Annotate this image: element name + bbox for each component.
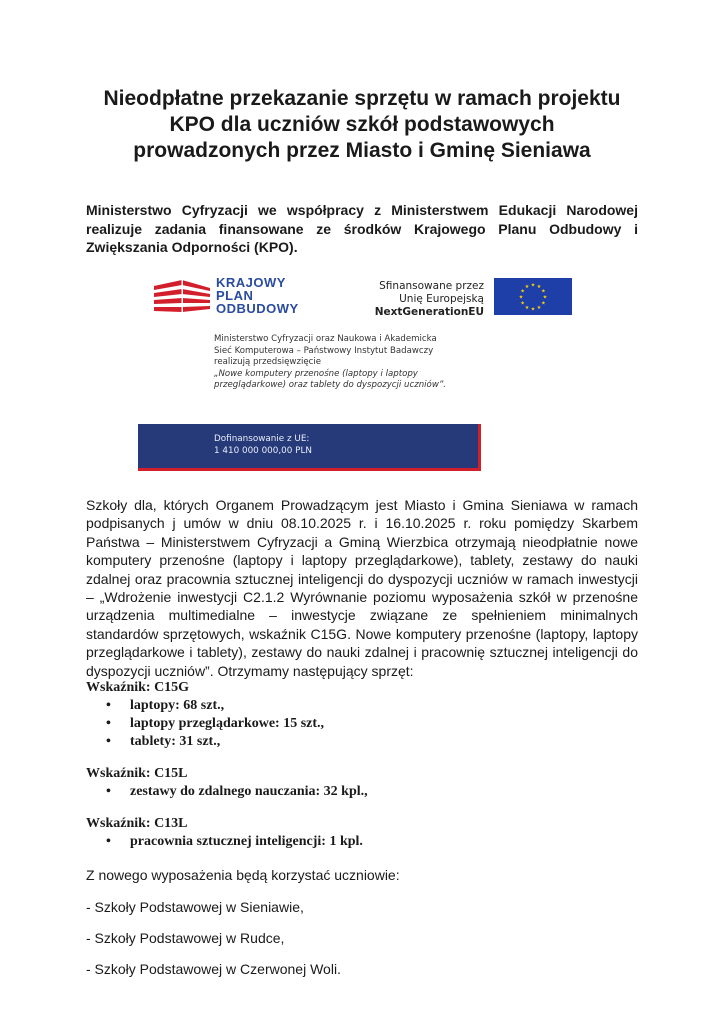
eu-star-icon: ★ <box>524 285 530 291</box>
body-paragraph: Szkoły dla, których Organem Prowadzącym jest Miasto i Gmina Sieniawa w ramach podpisanych j umów w dniu 08.10.2025 r. i 16.10.2025 r. roku pomiędzy Skarbem Państwa – Ministerstwem Cyfryzacji a Gminą Wierzbica otrzymają nieodpłatnie nowe komputery przenośne (laptopy i laptopy przeglądarkowe), tablety, zestawy do nauki zdalnej oraz pracownia sztucznej inteligencji do dyspozycji uczniów w ramach inwestycji – „Wdrożenie inwestycji C2.1.2 Wyrównanie poziomu wyposażenia szkół w przenośne urządzenia multimedialne – inwestycje związane ze spełnieniem minimalnych standardów sprzętowych, wskaźnik C15G. Nowe komputery przenośne (laptopy, laptopy przeglądarkowe i tablety), zestawy do nauki zdalnej i pracownię sztucznej inteligencji do dyspozycji uczniów”. Otrzymamy następujący sprzęt: <box>86 497 638 679</box>
eu-star-icon: ★ <box>536 305 542 311</box>
eu-star-icon: ★ <box>541 289 546 295</box>
school-item: - Szkoły Podstawowej w Rudce, <box>86 930 285 946</box>
eu-star-icon: ★ <box>524 305 530 311</box>
title-line: KPO dla uczniów szkół podstawowych <box>169 113 555 136</box>
list-item: • zestawy do zdalnego nauczania: 32 kpl., <box>106 784 368 799</box>
indicator-heading: Wskaźnik: C13L <box>86 816 188 831</box>
list-item: • pracownia sztucznej inteligencji: 1 kpl. <box>106 834 363 849</box>
eu-flag-icon <box>494 278 572 315</box>
title-line: prowadzonych przez Miasto i Gminę Sieniawa <box>133 139 591 162</box>
school-item: - Szkoły Podstawowej w Czerwonej Woli. <box>86 961 341 977</box>
beneficiaries-intro: Z nowego wyposażenia będą korzystać uczniowie: <box>86 867 400 883</box>
eu-funding-text: Sfinansowane przez Unię Europejską NextGenerationEU <box>374 280 484 318</box>
indicator-section <box>86 815 363 851</box>
ministry-statement: Ministerstwo Cyfryzacji oraz Naukowa i Akademicka Sieć Komputerowa – Państwowy Instytut Badawczy realizują przedsięwzięcie „Nowe komputery przenośne (laptopy i laptopy przeglądarkowe) oraz tablety do dyspozycji uczniów”. <box>214 334 447 390</box>
eu-star-icon: ★ <box>536 285 542 291</box>
indicator-section <box>86 679 324 751</box>
funding-logos-banner <box>138 272 580 472</box>
page-title <box>60 86 664 164</box>
indicator-heading: Wskaźnik: C15G <box>86 680 190 695</box>
intro-paragraph: Ministerstwo Cyfryzacji we współpracy z Ministerstwem Edukacji Narodowej realizuje zadania finansowane ze środków Krajowego Planu Odbudowy i Zwiększania Odporności (KPO). <box>86 202 638 255</box>
funding-amount-box <box>138 424 481 471</box>
list-item: • laptopy: 68 szt., <box>106 698 225 713</box>
kpo-logo <box>152 276 342 322</box>
title-line: Nieodpłatne przekazanie sprzętu w ramach projektu <box>103 87 621 110</box>
eu-star-icon: ★ <box>541 301 546 307</box>
kpo-logo-text: KRAJOWY PLAN ODBUDOWY <box>216 275 299 316</box>
eu-star-icon: ★ <box>518 295 524 301</box>
indicator-heading: Wskaźnik: C15L <box>86 766 188 781</box>
indicator-section <box>86 765 368 801</box>
eu-star-icon: ★ <box>542 295 548 301</box>
eu-star-icon: ★ <box>520 301 525 307</box>
list-item: • tablety: 31 szt., <box>106 734 221 749</box>
school-item: - Szkoły Podstawowej w Sieniawie, <box>86 899 304 915</box>
funding-label: Dofinansowanie z UE: <box>214 434 310 444</box>
eu-star-icon: ★ <box>530 283 536 289</box>
eu-star-icon: ★ <box>530 307 536 313</box>
list-item: • laptopy przeglądarkowe: 15 szt., <box>106 716 325 731</box>
funding-amount: 1 410 000 000,00 PLN <box>214 445 312 456</box>
eu-star-icon: ★ <box>520 289 525 295</box>
kpo-building-icon <box>152 280 212 316</box>
